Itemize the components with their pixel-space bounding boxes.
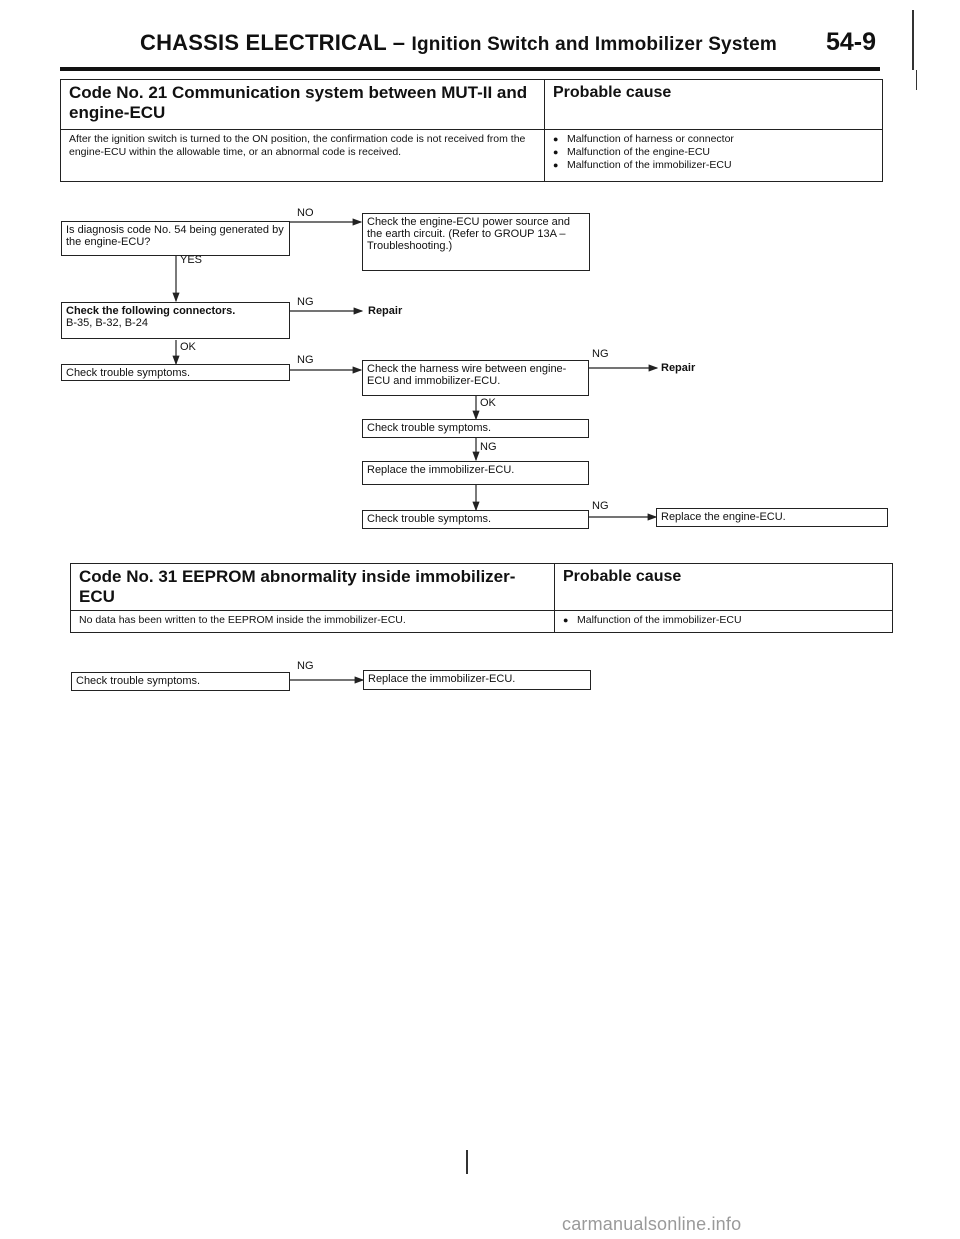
box-check-trouble-symptoms-3: Check trouble symptoms. (362, 510, 589, 529)
box-check-connectors (61, 302, 290, 339)
box-check-power-source: Check the engine-ECU power source and the earth circuit. (Refer to GROUP 13A – Troubleshooting.) (362, 213, 590, 271)
box-is-diagnosis-54: Is diagnosis code No. 54 being generated by the engine-ECU? (61, 221, 290, 256)
box-check-harness-wire: Check the harness wire between engine-ECU and immobilizer-ECU. (362, 360, 589, 396)
code21-cause-header: Probable cause (545, 80, 883, 130)
page-number: 54-9 (826, 28, 877, 56)
code31-description: No data has been written to the EEPROM inside the immobilizer-ECU. (71, 611, 555, 633)
box-replace-immobilizer-ecu-31: Replace the immobilizer-ECU. (363, 670, 591, 690)
label-ng: NG (480, 441, 497, 453)
check-connectors-label: Check the following connectors. (66, 305, 236, 317)
cause-item: ● Malfunction of harness or connector (553, 133, 734, 145)
box-check-trouble-symptoms-1: Check trouble symptoms. (61, 364, 290, 381)
box-check-trouble-symptoms-2: Check trouble symptoms. (362, 419, 589, 438)
code31-causes-list (563, 614, 884, 627)
label-ng: NG (297, 660, 314, 672)
cause-item: ● Malfunction of the immobilizer-ECU (553, 159, 732, 171)
label-ok: OK (480, 397, 496, 409)
repair-1: Repair (368, 305, 403, 317)
code21-title: Code No. 21 Communication system between MUT-II and engine-ECU (61, 80, 545, 130)
box-replace-engine-ecu: Replace the engine-ECU. (656, 508, 888, 527)
margin-mark (466, 1150, 468, 1174)
label-ng: NG (297, 354, 314, 366)
code31-cause-header: Probable cause (555, 564, 893, 611)
label-ng: NG (297, 296, 314, 308)
cause-item: ● Malfunction of the immobilizer-ECU (563, 614, 742, 626)
repair-2: Repair (661, 362, 696, 374)
cause-item: ● Malfunction of the engine-ECU (553, 146, 710, 158)
label-ng: NG (592, 348, 609, 360)
watermark: carmanualsonline.info (562, 1214, 742, 1234)
box-check-trouble-symptoms-31: Check trouble symptoms. (71, 672, 290, 691)
box-replace-immobilizer-ecu: Replace the immobilizer-ECU. (362, 461, 589, 485)
code31-causes-cell (555, 611, 893, 633)
label-ok: OK (180, 341, 196, 353)
header-title-sub: Ignition Switch and Immobilizer System (411, 34, 777, 55)
header-title-main: CHASSIS ELECTRICAL – (140, 30, 406, 55)
connector-list: B-35, B-32, B-24 (66, 317, 148, 329)
label-yes: YES (180, 254, 203, 266)
code21-description: After the ignition switch is turned to the ON position, the confirmation code is not received from the engine-ECU within the allowable time, or an abnormal code is received. (61, 130, 545, 182)
label-no: NO (297, 207, 314, 219)
code31-title: Code No. 31 EEPROM abnormality inside immobilizer-ECU (71, 564, 555, 611)
label-ng: NG (592, 500, 609, 512)
code31-table (70, 563, 893, 633)
